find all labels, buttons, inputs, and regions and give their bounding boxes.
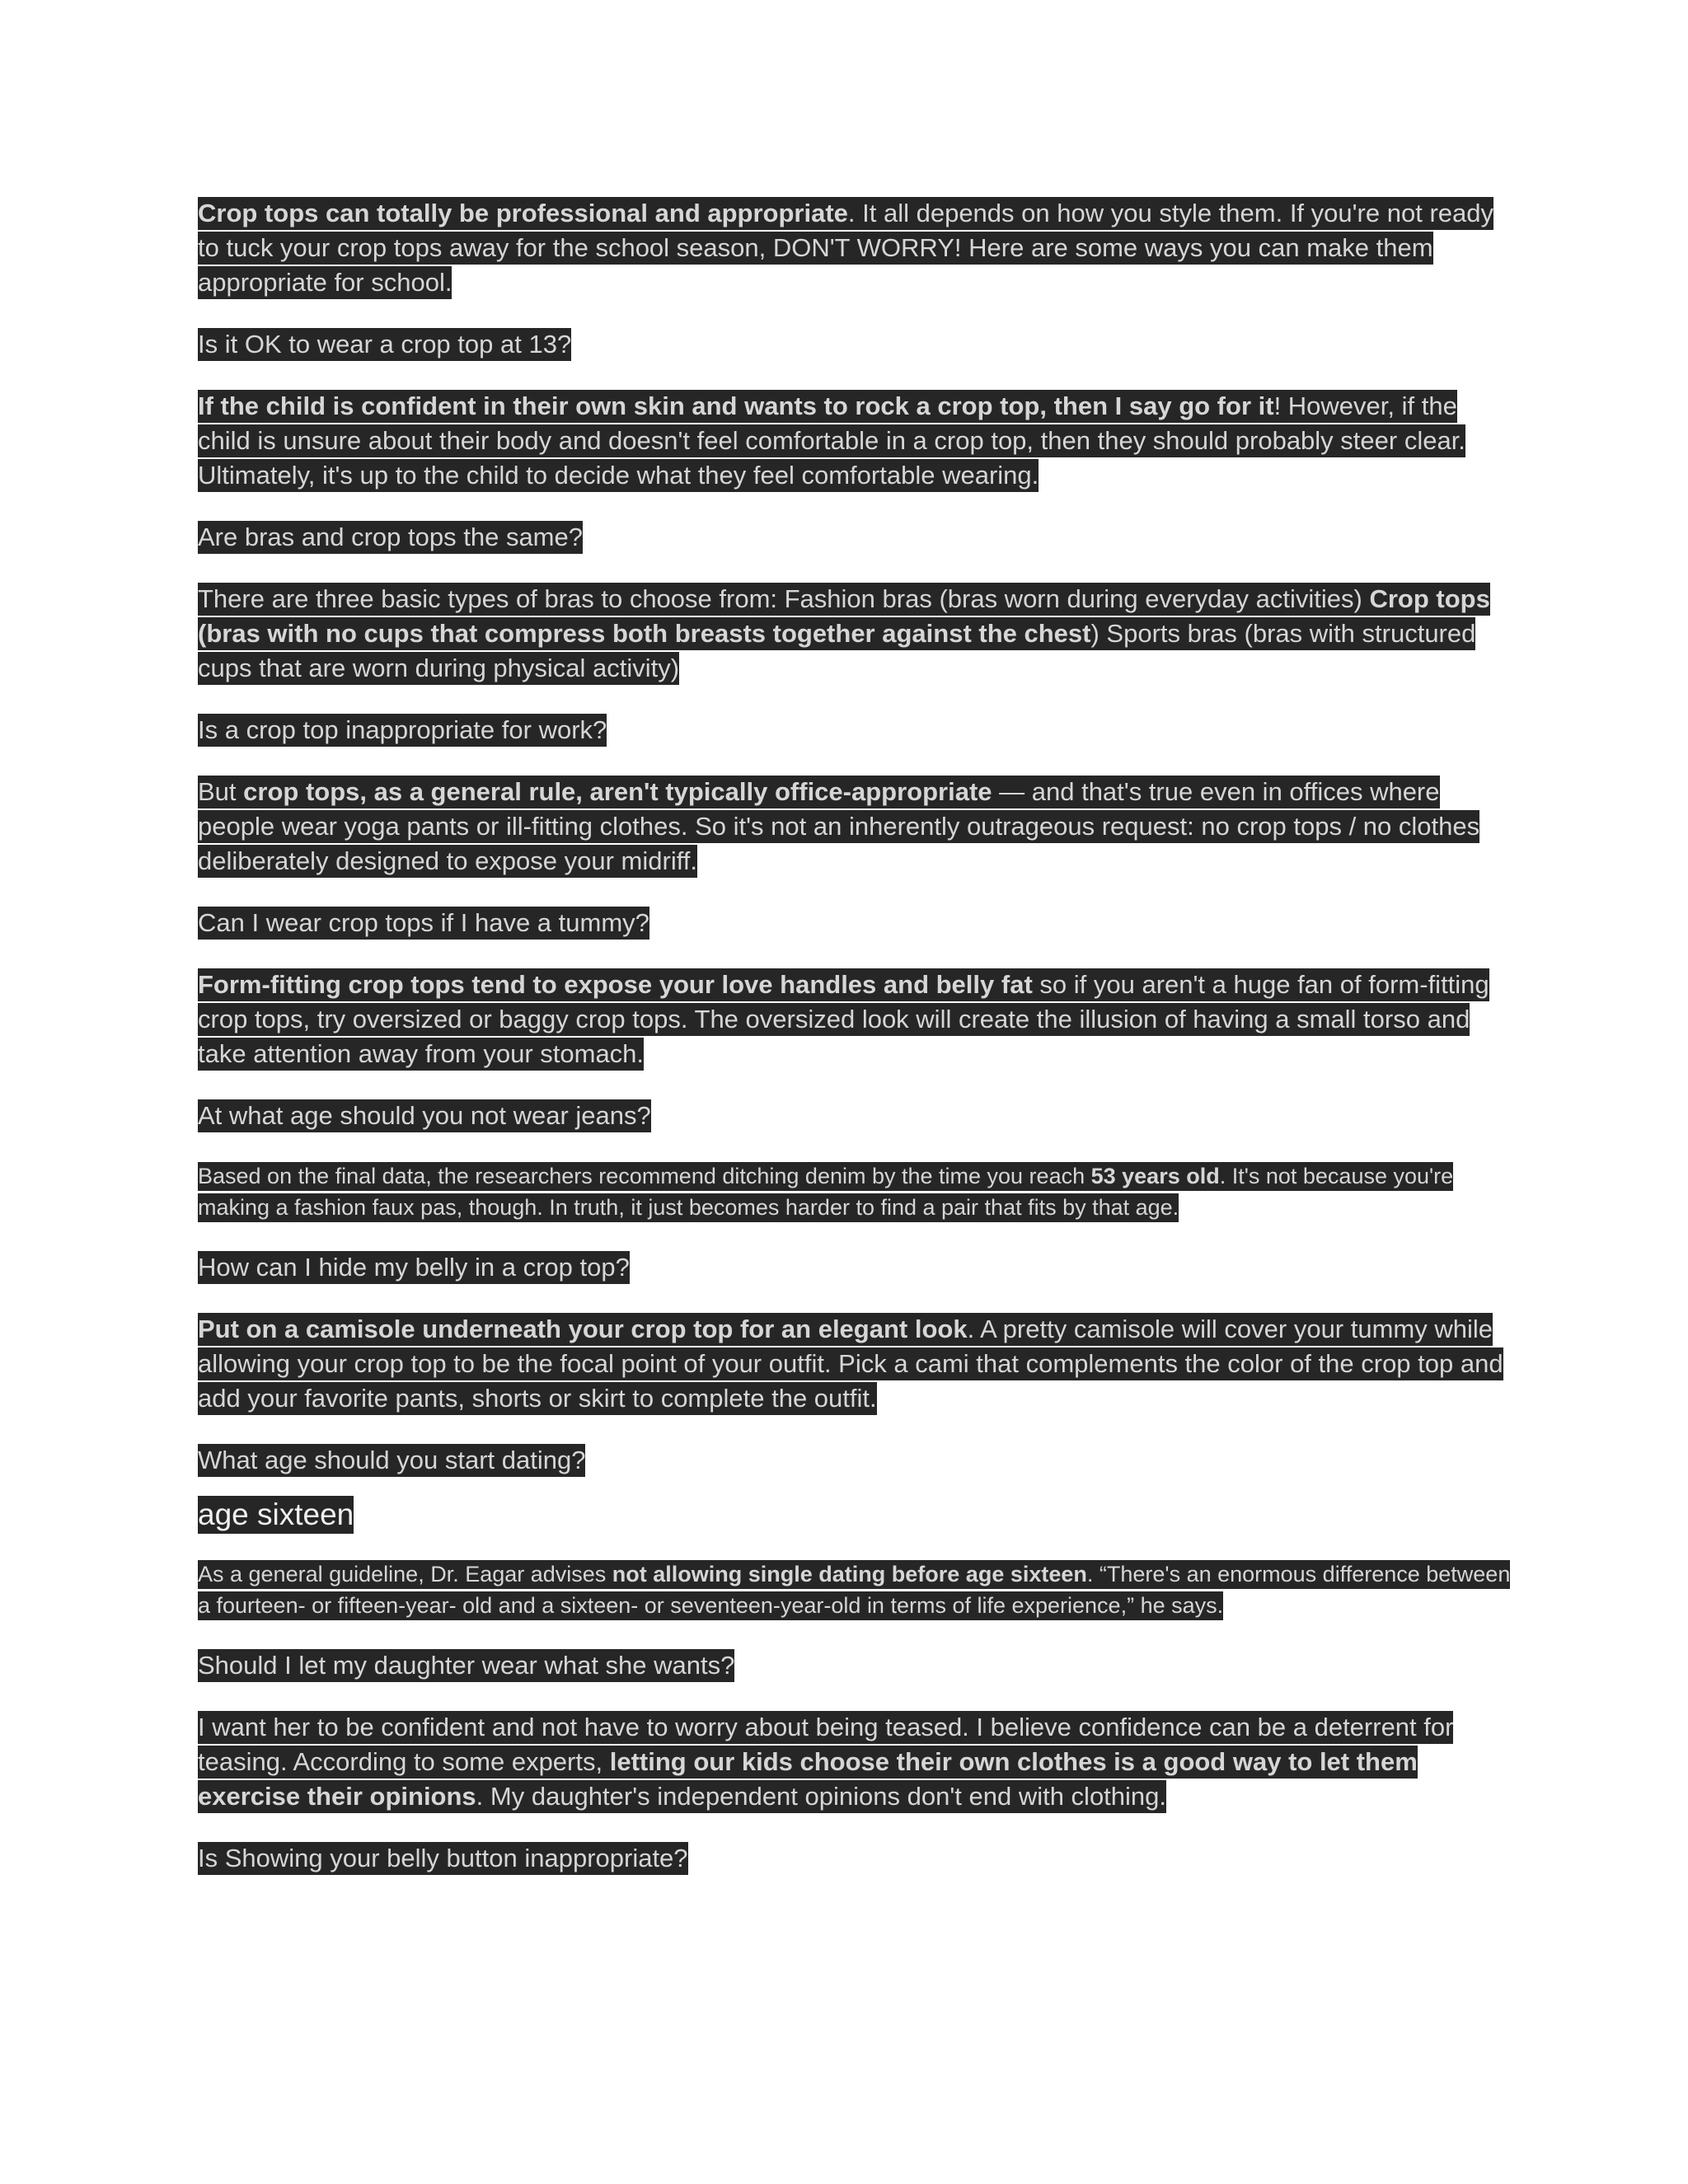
question-text: What age should you start dating?	[198, 1444, 585, 1477]
body-text: I want her to be confident and not have to worry about being teased. I believe confidence can be a deterrent for teasing. According to some experts,	[198, 1713, 1454, 1776]
question-belly-button	[198, 1841, 1517, 1876]
question-daughter-wear	[198, 1648, 1517, 1683]
bold-text: If the child is confident in their own skin and wants to rock a crop top, then I say go for it	[198, 391, 1274, 420]
bold-text: crop tops, as a general rule, aren't typically office-appropriate	[243, 777, 992, 806]
question-hide-belly	[198, 1250, 1517, 1285]
answer-heading-text: age sixteen	[198, 1496, 354, 1534]
body-text: . A pretty camisole will cover your tummy while allowing your crop top to be the focal point of your outfit. Pick a cami that complements the color of the crop top and add your favorite pants, shorts or skirt to complete the outfit.	[198, 1315, 1503, 1413]
question-jeans-age	[198, 1099, 1517, 1133]
paragraph-dating-guideline	[198, 1558, 1517, 1621]
body-text: There are three basic types of bras to choose from: Fashion bras (bras worn during everyday activities)	[198, 584, 1370, 613]
bold-text: Form-fitting crop tops tend to expose your love handles and belly fat	[198, 970, 1033, 999]
question-bras-and-crop-tops	[198, 520, 1517, 555]
bold-text: 53 years old	[1090, 1164, 1220, 1188]
body-text: Based on the final data, the researchers recommend ditching denim by the time you reach	[198, 1164, 1091, 1188]
question-crop-top-work	[198, 713, 1517, 748]
question-text: At what age should you not wear jeans?	[198, 1099, 651, 1132]
body-text: . It all depends on how you style them. If you're not ready to tuck your crop tops away for the school season, DON'T WORRY! Here are some ways you can make them appropriate for school.	[198, 199, 1493, 297]
body-text: ! However, if the child is unsure about their body and doesn't feel comfortable in a crop top, then they should probably steer clear. Ultimately, it's up to the child to decide what they feel comfortable wearing.	[198, 391, 1465, 490]
body-text: ) Sports bras (bras with structured cups that are worn during physical activity)	[198, 619, 1476, 682]
question-crop-top-at-13	[198, 327, 1517, 362]
bold-text: letting our kids choose their own clothes is a good way to let them exercise their opinions	[198, 1747, 1418, 1811]
paragraph-ditching-denim	[198, 1160, 1517, 1223]
bold-text: not allowing single dating before age sixteen	[612, 1562, 1087, 1586]
question-text: How can I hide my belly in a crop top?	[198, 1251, 630, 1284]
question-text: Should I let my daughter wear what she wants?	[198, 1649, 734, 1682]
paragraph-crop-tops-professional	[198, 196, 1517, 300]
paragraph-types-of-bras	[198, 582, 1517, 686]
body-text: As a general guideline, Dr. Eagar advises	[198, 1562, 612, 1586]
paragraph-child-confident	[198, 389, 1517, 493]
paragraph-office-appropriate	[198, 775, 1517, 879]
question-text: Is Showing your belly button inappropriate?	[198, 1842, 688, 1875]
bold-text: Crop tops (bras with no cups that compress both breasts together against the chest	[198, 584, 1490, 648]
body-text: But	[198, 777, 244, 806]
question-dating-age	[198, 1443, 1517, 1478]
question-text: Are bras and crop tops the same?	[198, 521, 583, 554]
body-text: . It's not because you're making a fashion faux pas, though. In truth, it just becomes harder to find a pair that fits by that age.	[198, 1164, 1454, 1220]
body-text: so if you aren't a huge fan of form-fitting crop tops, try oversized or baggy crop tops. The oversized look will create the illusion of having a small torso and take attention away from your stomach.	[198, 970, 1489, 1068]
body-text: . My daughter's independent opinions don't end with clothing.	[476, 1782, 1167, 1811]
question-text: Can I wear crop tops if I have a tummy?	[198, 907, 649, 940]
body-text: — and that's true even in offices where people wear yoga pants or ill-fitting clothes. So it's not an inherently outrageous request: no crop tops / no clothes deliberately designed to expose your midriff.	[198, 777, 1480, 875]
paragraph-form-fitting	[198, 968, 1517, 1071]
document-page	[198, 196, 1517, 1903]
paragraph-camisole	[198, 1312, 1517, 1416]
question-text: Is it OK to wear a crop top at 13?	[198, 328, 571, 361]
paragraph-confidence	[198, 1710, 1517, 1814]
question-tummy	[198, 906, 1517, 940]
question-text: Is a crop top inappropriate for work?	[198, 714, 607, 747]
body-text: . “There's an enormous difference between a fourteen- or fifteen-year- old and a sixteen- or seventeen-year-old in terms of life experience,” he says.	[198, 1562, 1511, 1618]
bold-text: Put on a camisole underneath your crop top for an elegant look	[198, 1315, 968, 1343]
bold-text: Crop tops can totally be professional and appropriate	[198, 199, 848, 227]
answer-heading-age-sixteen	[198, 1496, 1517, 1534]
